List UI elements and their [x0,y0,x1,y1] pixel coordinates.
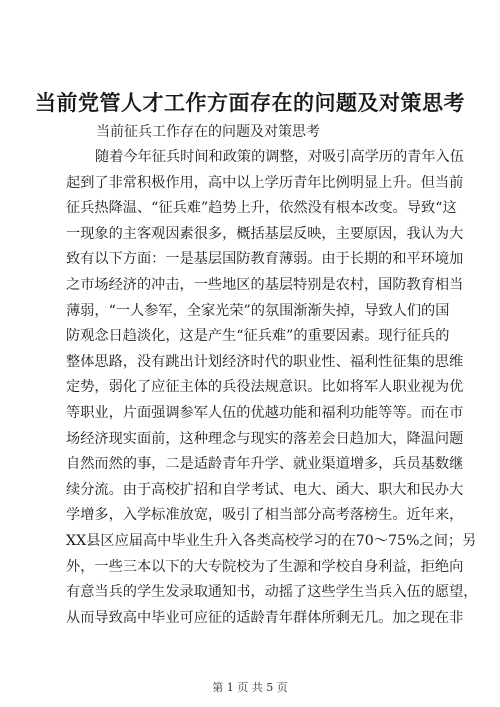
body-line: 征兵热降温、“征兵难”趋势上升，依然没有根本改变。导致“这 [66,200,457,217]
page-footer: 第 1 页 共 5 页 [212,681,288,694]
body-line: 场经济现实面前，这种理念与现实的落差会日趋加大，降温问题 [66,430,464,447]
body-line: 防观念日趋淡化，这是产生“征兵难”的重要因素。现行征兵的 [66,328,450,345]
body-line: 薄弱，“一人参军，全家光荣”的氛围渐渐失掉，导致人们的国 [66,302,450,319]
body-line: 一现象的主客观因素很多，概括基层反映，主要原因，我认为大 [66,225,464,242]
body-line: 之市场经济的冲击，一些地区的基层特别是农村，国防教育相当 [66,276,464,293]
body-line: 随着今年征兵时间和政策的调整，对吸引高学历的青年入伍 [95,149,464,165]
body-line: 定势，弱化了应征主体的兵役法规意识。比如将军人职业视为优 [66,379,464,396]
body-line: 从而导致高中毕业可应征的适龄青年群体所剩无几。加之现在非 [66,609,464,626]
body-line: 起到了非常积极作用，高中以上学历青年比例明显上升。但当前 [66,174,464,191]
body-line: XX县区应届高中毕业生升入各类高校学习的在70～75%之间；另 [66,532,477,549]
body-line: 学增多，入学标准放宽，吸引了相当部分高考落榜生。近年来， [66,507,464,524]
document-subtitle: 当前征兵工作存在的问题及对策思考 [96,124,320,140]
body-paragraph [66,145,478,631]
body-line: 整体思路，没有跳出计划经济时代的职业性、福利性征集的思维 [66,353,464,370]
document-title: 当前党管人才工作方面存在的问题及对策思考 [35,90,465,115]
body-line: 致有以下方面：一是基层国防教育薄弱。由于长期的和平环境加 [66,251,464,268]
body-line: 自然而然的事，二是适龄青年升学、就业渠道增多，兵员基数继 [66,456,464,473]
body-line: 外，一些三本以下的大专院校为了生源和学校自身利益，拒绝向 [66,558,464,575]
body-line: 续分流。由于高校扩招和自学考试、电大、函大、职大和民办大 [66,481,464,498]
body-line: 有意当兵的学生发录取通知书，动摇了这些学生当兵入伍的愿望， [66,584,478,601]
body-line: 等职业，片面强调参军人伍的优越功能和福利功能等等。而在市 [66,404,464,421]
